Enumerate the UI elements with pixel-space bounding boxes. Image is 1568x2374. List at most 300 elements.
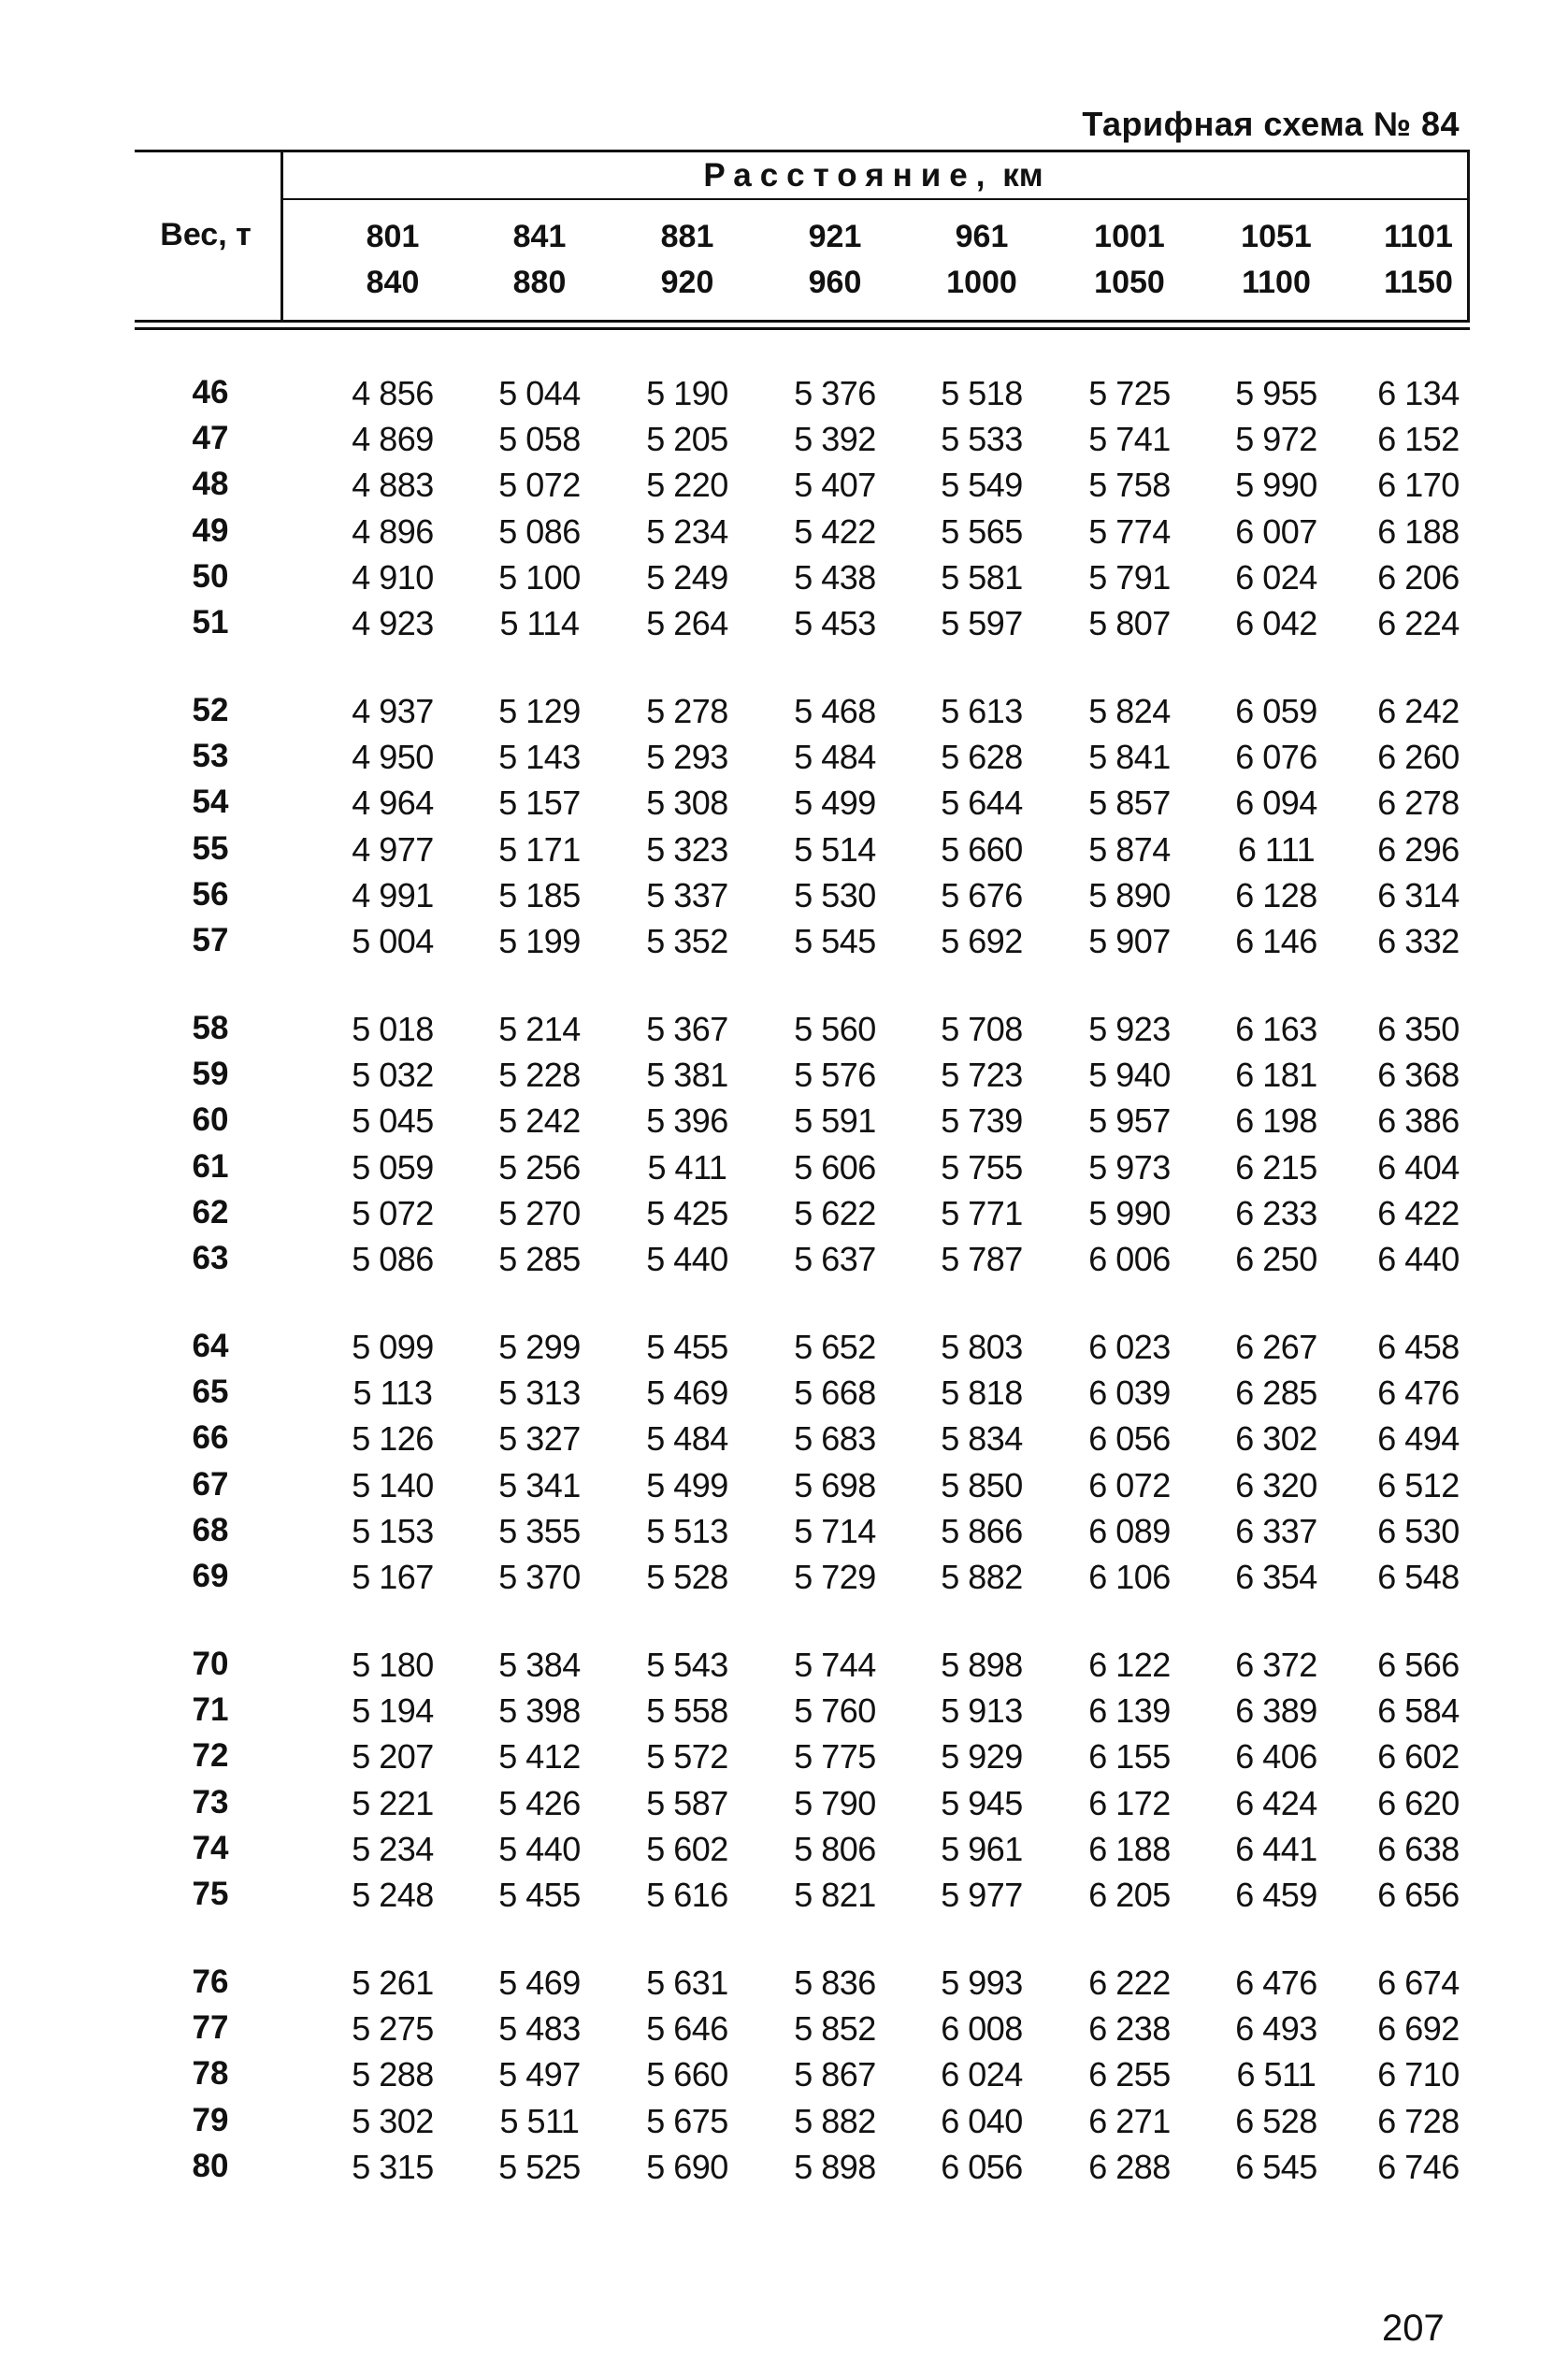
distance-header-divider (281, 198, 1470, 200)
tariff-cell: 5 234 (352, 1829, 434, 1868)
tariff-cell: 5 760 (794, 1691, 876, 1731)
distance-range-to: 1000 (946, 265, 1017, 300)
tariff-cell: 6 007 (1235, 511, 1317, 551)
tariff-cell: 5 973 (1088, 1147, 1171, 1187)
tariff-cell: 6 548 (1377, 1558, 1460, 1596)
tariff-cell: 6 267 (1235, 1328, 1317, 1366)
tariff-cell: 5 676 (941, 875, 1023, 914)
tariff-cell: 6 476 (1377, 1374, 1460, 1413)
tariff-cell: 5 113 (352, 1374, 433, 1413)
tariff-cell: 6 368 (1377, 1056, 1460, 1095)
distance-range-from: 881 (660, 219, 714, 254)
tariff-cell: 5 072 (498, 466, 581, 505)
tariff-cell: 5 834 (941, 1419, 1023, 1459)
weight-cell: 75 (192, 1876, 229, 1912)
weight-cell: 73 (192, 1783, 229, 1820)
tariff-cell: 6 494 (1377, 1419, 1460, 1459)
tariff-cell: 5 256 (498, 1147, 581, 1187)
distance-range-from: 1051 (1241, 219, 1312, 254)
weight-cell: 76 (192, 1964, 229, 2000)
tariff-cell: 5 675 (646, 2101, 728, 2140)
tariff-cell: 4 950 (352, 738, 434, 777)
tariff-cell: 5 852 (794, 2009, 876, 2049)
tariff-cell: 5 248 (352, 1876, 434, 1914)
tariff-cell: 5 228 (498, 1056, 581, 1095)
tariff-cell: 5 511 (499, 2101, 580, 2140)
tariff-cell: 5 857 (1088, 784, 1171, 823)
tariff-cell: 5 714 (794, 1511, 876, 1550)
tariff-cell: 5 376 (794, 374, 876, 412)
table-top-rule (135, 150, 1470, 152)
tariff-cell: 5 533 (941, 420, 1023, 459)
tariff-cell: 5 275 (352, 2009, 434, 2049)
weight-cell: 54 (192, 784, 229, 821)
tariff-cell: 5 032 (352, 1056, 434, 1095)
weight-cell: 51 (192, 604, 229, 640)
tariff-cell: 5 898 (794, 2147, 876, 2186)
tariff-cell: 6 255 (1088, 2055, 1171, 2094)
weight-cell: 66 (192, 1419, 229, 1457)
weight-cell: 52 (192, 692, 229, 728)
weight-cell: 47 (192, 420, 229, 457)
tariff-cell: 5 646 (646, 2009, 728, 2049)
weight-cell: 50 (192, 557, 229, 595)
tariff-cell: 6 198 (1235, 1101, 1317, 1141)
tariff-cell: 6 172 (1088, 1783, 1171, 1822)
tariff-cell: 6 728 (1377, 2101, 1460, 2140)
tariff-cell: 5 683 (794, 1419, 876, 1459)
tariff-cell: 5 422 (794, 511, 876, 551)
tariff-cell: 6 250 (1235, 1240, 1317, 1278)
tariff-cell: 6 528 (1235, 2101, 1317, 2140)
tariff-cell: 5 453 (794, 604, 876, 642)
tariff-cell: 5 668 (794, 1374, 876, 1413)
tariff-cell: 5 631 (646, 1964, 728, 2002)
tariff-cell: 6 111 (1237, 829, 1316, 869)
tariff-cell: 5 628 (941, 738, 1023, 777)
weight-column-header: Вес, т (160, 217, 252, 252)
tariff-cell: 6 285 (1235, 1374, 1317, 1413)
tariff-cell: 6 128 (1235, 875, 1317, 914)
tariff-cell: 5 293 (646, 738, 728, 777)
tariff-cell: 6 188 (1088, 1829, 1171, 1868)
tariff-cell: 6 441 (1235, 1829, 1317, 1868)
tariff-cell: 6 242 (1377, 692, 1460, 730)
tariff-cell: 5 440 (498, 1829, 581, 1868)
tariff-cell: 6 006 (1088, 1240, 1171, 1278)
tariff-cell: 5 622 (794, 1193, 876, 1232)
distance-group-header (282, 157, 1464, 194)
scheme-title: Тарифная схема № 84 (1082, 105, 1460, 143)
weight-cell: 56 (192, 875, 229, 913)
tariff-cell: 5 278 (646, 692, 728, 730)
distance-range-from: 841 (512, 219, 567, 254)
weight-cell: 70 (192, 1646, 229, 1682)
page-number: 207 (1382, 2308, 1445, 2349)
tariff-cell: 6 215 (1235, 1147, 1317, 1187)
tariff-cell: 5 407 (794, 466, 876, 505)
tariff-cell: 6 238 (1088, 2009, 1171, 2049)
tariff-cell: 6 350 (1377, 1010, 1460, 1048)
tariff-cell: 6 530 (1377, 1511, 1460, 1550)
weight-cell: 49 (192, 511, 229, 549)
tariff-cell: 6 181 (1235, 1056, 1317, 1095)
tariff-cell: 6 656 (1377, 1876, 1460, 1914)
tariff-cell: 5 143 (498, 738, 581, 777)
tariff-cell: 6 288 (1088, 2147, 1171, 2186)
weight-cell: 78 (192, 2055, 229, 2093)
tariff-cell: 6 424 (1235, 1783, 1317, 1822)
tariff-cell: 6 638 (1377, 1829, 1460, 1868)
tariff-cell: 6 512 (1377, 1465, 1460, 1504)
tariff-cell: 5 059 (352, 1147, 434, 1187)
tariff-cell: 5 242 (498, 1101, 581, 1141)
distance-range-to: 920 (660, 265, 714, 300)
tariff-cell: 4 977 (352, 829, 434, 869)
tariff-cell: 5 323 (646, 829, 728, 869)
tariff-cell: 6 205 (1088, 1876, 1171, 1914)
tariff-cell: 5 086 (498, 511, 581, 551)
weight-cell: 46 (192, 374, 229, 410)
distance-range-from: 801 (366, 219, 420, 254)
tariff-cell: 5 058 (498, 420, 581, 459)
tariff-cell: 5 549 (941, 466, 1023, 505)
tariff-cell: 5 572 (646, 1737, 728, 1777)
tariff-cell: 6 389 (1235, 1691, 1317, 1731)
tariff-cell: 6 602 (1377, 1737, 1460, 1777)
tariff-cell: 5 775 (794, 1737, 876, 1777)
tariff-cell: 4 869 (352, 420, 434, 459)
tariff-cell: 5 129 (498, 692, 581, 730)
distance-range-to: 840 (366, 265, 420, 300)
tariff-cell: 6 024 (941, 2055, 1023, 2094)
tariff-cell: 5 528 (646, 1558, 728, 1596)
tariff-cell: 5 384 (498, 1646, 581, 1684)
tariff-cell: 5 576 (794, 1056, 876, 1095)
tariff-cell: 6 146 (1235, 922, 1317, 960)
tariff-cell: 6 152 (1377, 420, 1460, 459)
tariff-cell: 6 493 (1235, 2009, 1317, 2049)
tariff-cell: 5 744 (794, 1646, 876, 1684)
tariff-cell: 5 392 (794, 420, 876, 459)
tariff-cell: 6 163 (1235, 1010, 1317, 1048)
tariff-cell: 5 261 (352, 1964, 434, 2002)
tariff-cell: 5 803 (941, 1328, 1023, 1366)
tariff-cell: 5 923 (1088, 1010, 1171, 1048)
tariff-cell: 5 660 (646, 2055, 728, 2094)
tariff-cell: 6 106 (1088, 1558, 1171, 1596)
tariff-cell: 6 372 (1235, 1646, 1317, 1684)
weight-cell: 72 (192, 1737, 229, 1775)
tariff-cell: 6 224 (1377, 604, 1460, 642)
tariff-cell: 5 907 (1088, 922, 1171, 960)
tariff-cell: 6 584 (1377, 1691, 1460, 1731)
distance-label: Расстояние, (703, 157, 994, 194)
tariff-cell: 6 040 (941, 2101, 1023, 2140)
weight-cell: 77 (192, 2009, 229, 2047)
weight-cell: 62 (192, 1193, 229, 1230)
tariff-cell: 5 114 (499, 604, 580, 642)
weight-cell: 55 (192, 829, 229, 867)
tariff-cell: 5 072 (352, 1193, 434, 1232)
tariff-cell: 5 398 (498, 1691, 581, 1731)
tariff-cell: 6 056 (941, 2147, 1023, 2186)
tariff-cell: 5 841 (1088, 738, 1171, 777)
tariff-cell: 5 469 (498, 1964, 581, 2002)
tariff-cell: 5 308 (646, 784, 728, 823)
tariff-cell: 5 587 (646, 1783, 728, 1822)
tariff-cell: 5 613 (941, 692, 1023, 730)
tariff-cell: 5 806 (794, 1829, 876, 1868)
tariff-cell: 5 341 (498, 1465, 581, 1504)
tariff-cell: 5 100 (498, 557, 581, 597)
tariff-cell: 5 525 (498, 2147, 581, 2186)
tariff-cell: 5 513 (646, 1511, 728, 1550)
tariff-cell: 5 755 (941, 1147, 1023, 1187)
tariff-cell: 4 937 (352, 692, 434, 730)
distance-range-from: 1001 (1094, 219, 1165, 254)
tariff-cell: 4 910 (352, 557, 434, 597)
tariff-cell: 5 790 (794, 1783, 876, 1822)
tariff-cell: 5 140 (352, 1465, 434, 1504)
tariff-cell: 4 856 (352, 374, 434, 412)
tariff-cell: 5 758 (1088, 466, 1171, 505)
tariff-cell: 6 089 (1088, 1511, 1171, 1550)
tariff-cell: 5 499 (646, 1465, 728, 1504)
tariff-cell: 5 866 (941, 1511, 1023, 1550)
tariff-cell: 5 821 (794, 1876, 876, 1914)
tariff-cell: 6 233 (1235, 1193, 1317, 1232)
tariff-cell: 5 484 (646, 1419, 728, 1459)
tariff-cell: 5 818 (941, 1374, 1023, 1413)
tariff-cell: 5 167 (352, 1558, 434, 1596)
tariff-cell: 5 018 (352, 1010, 434, 1048)
tariff-cell: 6 170 (1377, 466, 1460, 505)
tariff-cell: 6 056 (1088, 1419, 1171, 1459)
tariff-cell: 5 412 (498, 1737, 581, 1777)
tariff-cell: 5 157 (498, 784, 581, 823)
tariff-cell: 5 882 (941, 1558, 1023, 1596)
weight-cell: 67 (192, 1465, 229, 1503)
tariff-cell: 6 039 (1088, 1374, 1171, 1413)
tariff-cell: 6 314 (1377, 875, 1460, 914)
tariff-cell: 4 991 (352, 875, 434, 914)
tariff-cell: 5 945 (941, 1783, 1023, 1822)
weight-cell: 58 (192, 1010, 229, 1046)
distance-range-to: 880 (512, 265, 567, 300)
tariff-cell: 4 964 (352, 784, 434, 823)
tariff-cell: 5 214 (498, 1010, 581, 1048)
tariff-cell: 5 739 (941, 1101, 1023, 1141)
tariff-cell: 6 059 (1235, 692, 1317, 730)
distance-range-to: 1100 (1242, 265, 1311, 300)
tariff-cell: 6 620 (1377, 1783, 1460, 1822)
weight-cell: 64 (192, 1328, 229, 1364)
tariff-cell: 6 545 (1235, 2147, 1317, 2186)
tariff-cell: 5 558 (646, 1691, 728, 1731)
tariff-cell: 5 898 (941, 1646, 1023, 1684)
tariff-cell: 5 543 (646, 1646, 728, 1684)
tariff-cell: 5 518 (941, 374, 1023, 412)
tariff-cell: 6 386 (1377, 1101, 1460, 1141)
weight-cell: 61 (192, 1147, 229, 1185)
tariff-cell: 6 072 (1088, 1465, 1171, 1504)
tariff-cell: 5 194 (352, 1691, 434, 1731)
tariff-cell: 5 774 (1088, 511, 1171, 551)
tariff-cell: 5 890 (1088, 875, 1171, 914)
weight-cell: 65 (192, 1374, 229, 1411)
tariff-cell: 6 332 (1377, 922, 1460, 960)
tariff-cell: 5 606 (794, 1147, 876, 1187)
tariff-cell: 6 134 (1377, 374, 1460, 412)
tariff-cell: 5 514 (794, 829, 876, 869)
tariff-cell: 6 076 (1235, 738, 1317, 777)
tariff-cell: 5 972 (1235, 420, 1317, 459)
tariff-cell: 5 791 (1088, 557, 1171, 597)
weight-cell: 71 (192, 1691, 229, 1729)
tariff-cell: 5 497 (498, 2055, 581, 2094)
tariff-cell: 5 270 (498, 1193, 581, 1232)
tariff-cell: 6 458 (1377, 1328, 1460, 1366)
tariff-cell: 6 302 (1235, 1419, 1317, 1459)
tariff-cell: 5 004 (352, 922, 434, 960)
tariff-cell: 5 940 (1088, 1056, 1171, 1095)
tariff-cell: 5 185 (498, 875, 581, 914)
tariff-cell: 5 874 (1088, 829, 1171, 869)
tariff-cell: 5 396 (646, 1101, 728, 1141)
tariff-cell: 5 993 (941, 1964, 1023, 2002)
distance-unit: км (1002, 157, 1043, 194)
tariff-cell: 5 644 (941, 784, 1023, 823)
tariff-cell: 5 530 (794, 875, 876, 914)
tariff-cell: 5 483 (498, 2009, 581, 2049)
tariff-cell: 4 896 (352, 511, 434, 551)
tariff-cell: 6 404 (1377, 1147, 1460, 1187)
tariff-cell: 5 597 (941, 604, 1023, 642)
tariff-cell: 5 285 (498, 1240, 581, 1278)
tariff-cell: 5 370 (498, 1558, 581, 1596)
tariff-cell: 5 171 (498, 829, 581, 869)
tariff-cell: 6 271 (1088, 2101, 1171, 2140)
tariff-cell: 6 139 (1088, 1691, 1171, 1731)
tariff-cell: 5 313 (498, 1374, 581, 1413)
tariff-cell: 5 698 (794, 1465, 876, 1504)
tariff-cell: 6 222 (1088, 1964, 1171, 2002)
tariff-cell: 5 220 (646, 466, 728, 505)
tariff-cell: 5 616 (646, 1876, 728, 1914)
tariff-cell: 5 771 (941, 1193, 1023, 1232)
tariff-cell: 6 354 (1235, 1558, 1317, 1596)
distance-range-to: 1050 (1094, 265, 1165, 300)
tariff-cell: 5 153 (352, 1511, 434, 1550)
tariff-cell: 5 867 (794, 2055, 876, 2094)
distance-range-to: 1150 (1384, 265, 1453, 300)
weight-cell: 60 (192, 1101, 229, 1139)
tariff-cell: 5 355 (498, 1511, 581, 1550)
tariff-cell: 5 913 (941, 1691, 1023, 1731)
tariff-cell: 5 565 (941, 511, 1023, 551)
tariff-cell: 5 581 (941, 557, 1023, 597)
tariff-cell: 6 406 (1235, 1737, 1317, 1777)
tariff-cell: 6 692 (1377, 2009, 1460, 2049)
tariff-cell: 6 511 (1236, 2055, 1316, 2094)
tariff-cell: 5 499 (794, 784, 876, 823)
tariff-cell: 5 221 (352, 1783, 434, 1822)
tariff-cell: 5 961 (941, 1829, 1023, 1868)
tariff-cell: 6 023 (1088, 1328, 1171, 1366)
weight-cell: 59 (192, 1056, 229, 1093)
tariff-cell: 5 044 (498, 374, 581, 412)
tariff-cell: 6 024 (1235, 557, 1317, 597)
tariff-cell: 5 411 (647, 1147, 727, 1187)
tariff-cell: 5 440 (646, 1240, 728, 1278)
distance-range-from: 921 (808, 219, 862, 254)
tariff-cell: 5 425 (646, 1193, 728, 1232)
tariff-cell: 5 977 (941, 1876, 1023, 1914)
tariff-cell: 5 099 (352, 1328, 434, 1366)
tariff-cell: 5 249 (646, 557, 728, 597)
tariff-cell: 5 367 (646, 1010, 728, 1048)
tariff-cell: 5 787 (941, 1240, 1023, 1278)
tariff-cell: 5 352 (646, 922, 728, 960)
tariff-cell: 6 710 (1377, 2055, 1460, 2094)
tariff-cell: 5 725 (1088, 374, 1171, 412)
tariff-cell: 5 455 (498, 1876, 581, 1914)
tariff-cell: 5 469 (646, 1374, 728, 1413)
weight-cell: 63 (192, 1240, 229, 1276)
tariff-cell: 5 468 (794, 692, 876, 730)
tariff-cell: 6 440 (1377, 1240, 1460, 1278)
tariff-cell: 5 302 (352, 2101, 434, 2140)
tariff-cell: 5 652 (794, 1328, 876, 1366)
tariff-cell: 5 190 (646, 374, 728, 412)
weight-cell: 79 (192, 2101, 229, 2138)
tariff-cell: 5 660 (941, 829, 1023, 869)
weight-cell: 57 (192, 922, 229, 958)
weight-cell: 68 (192, 1511, 229, 1548)
tariff-cell: 5 264 (646, 604, 728, 642)
tariff-cell: 5 560 (794, 1010, 876, 1048)
distance-range-to: 960 (808, 265, 862, 300)
weight-cell: 80 (192, 2147, 229, 2184)
weight-cell: 48 (192, 466, 229, 503)
tariff-cell: 5 484 (794, 738, 876, 777)
tariff-cell: 5 455 (646, 1328, 728, 1366)
tariff-cell: 6 260 (1377, 738, 1460, 777)
tariff-cell: 5 990 (1235, 466, 1317, 505)
tariff-cell: 6 476 (1235, 1964, 1317, 2002)
header-bottom-rule-2 (135, 327, 1470, 330)
tariff-cell: 6 674 (1377, 1964, 1460, 2002)
tariff-cell: 5 180 (352, 1646, 434, 1684)
tariff-cell: 5 234 (646, 511, 728, 551)
weight-cell: 74 (192, 1829, 229, 1866)
tariff-cell: 6 094 (1235, 784, 1317, 823)
tariff-cell: 5 426 (498, 1783, 581, 1822)
tariff-cell: 6 422 (1377, 1193, 1460, 1232)
tariff-cell: 5 690 (646, 2147, 728, 2186)
tariff-cell: 6 008 (941, 2009, 1023, 2049)
tariff-cell: 5 955 (1235, 374, 1317, 412)
tariff-cell: 5 807 (1088, 604, 1171, 642)
tariff-cell: 5 637 (794, 1240, 876, 1278)
tariff-cell: 5 591 (794, 1101, 876, 1141)
tariff-cell: 5 381 (646, 1056, 728, 1095)
tariff-cell: 6 337 (1235, 1511, 1317, 1550)
tariff-cell: 5 692 (941, 922, 1023, 960)
tariff-cell: 5 126 (352, 1419, 434, 1459)
tariff-cell: 6 566 (1377, 1646, 1460, 1684)
